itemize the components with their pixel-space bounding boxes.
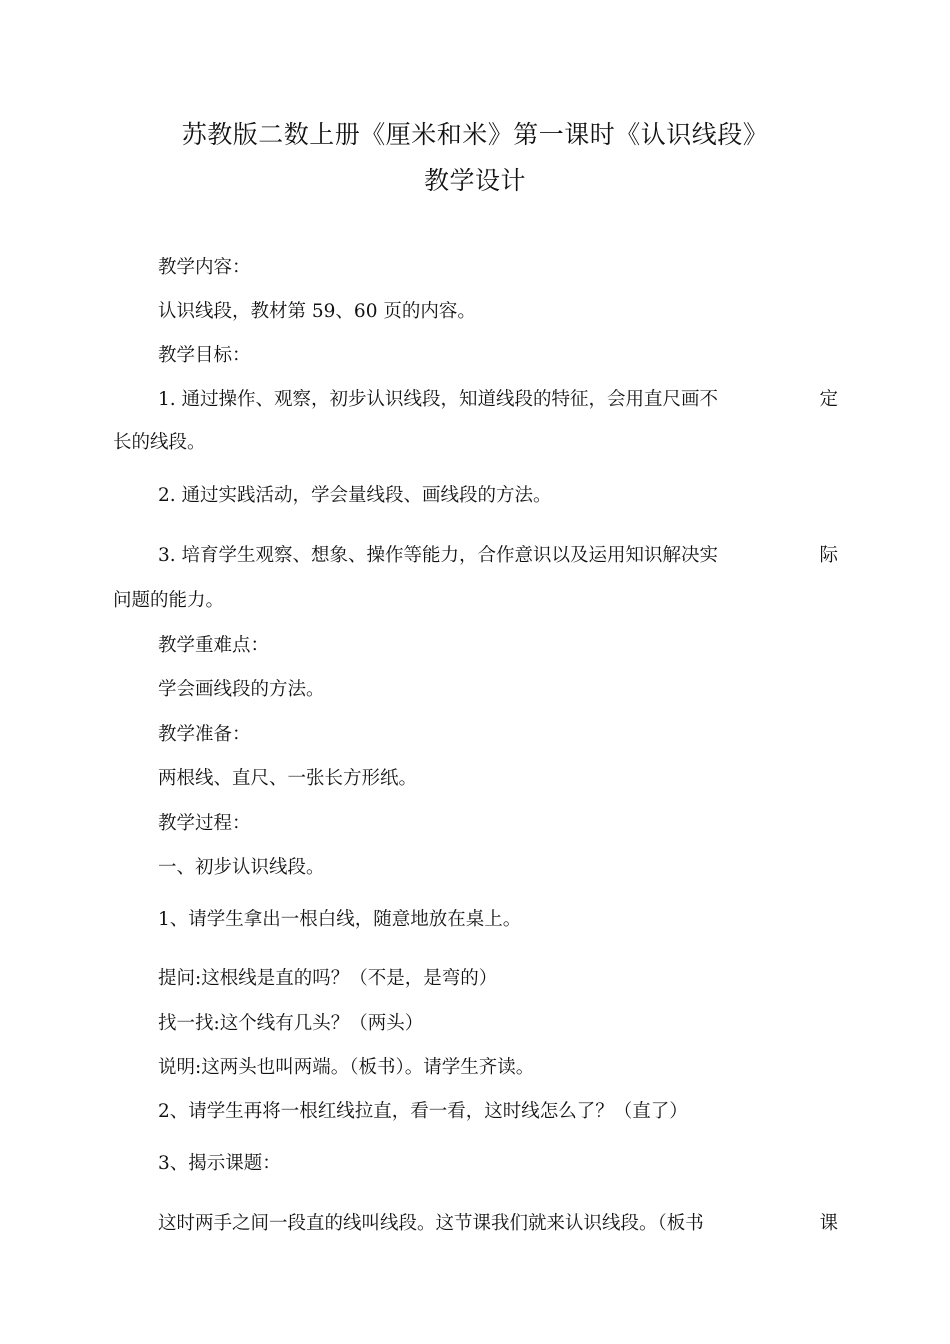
paragraph-content: 认识线段，教材第 59、60 页的内容。 <box>158 301 476 322</box>
document-title-line-2: 教学设计 <box>423 166 526 195</box>
process-conclusion-line-1 <box>158 1215 838 1234</box>
objective-3-wrap-char: 际 <box>819 545 838 566</box>
process-conclusion-wrap-char: 课 <box>819 1213 838 1234</box>
process-find: 找一找:这个线有几头？（两头） <box>158 1013 424 1034</box>
process-explain: 说明:这两头也叫两端。（板书）。请学生齐读。 <box>158 1057 535 1078</box>
process-question: 提问:这根线是直的吗？（不是，是弯的） <box>158 968 498 989</box>
objective-3-text: 3. 培育学生观察、想象、操作等能力，合作意识以及运用知识解决实 <box>158 545 719 566</box>
objective-3-line-2: 问题的能力。 <box>113 590 225 611</box>
objective-3-line-1 <box>158 547 838 566</box>
objective-1-line-2: 长的线段。 <box>113 432 206 453</box>
section-heading-objectives: 教学目标： <box>158 345 251 366</box>
section-heading-process: 教学过程： <box>158 813 251 834</box>
section-heading-preparation: 教学准备： <box>158 724 251 745</box>
process-item-3: 3、揭示课题： <box>158 1153 281 1174</box>
paragraph-preparation: 两根线、直尺、一张长方形纸。 <box>158 768 418 789</box>
objective-1-wrap-char: 定 <box>819 389 838 410</box>
process-conclusion-text: 这时两手之间一段直的线叫线段。这节课我们就来认识线段。（板书 <box>158 1213 704 1234</box>
objective-1-line-1 <box>158 391 838 410</box>
section-heading-key-points: 教学重难点： <box>158 635 270 656</box>
section-heading-content: 教学内容： <box>158 257 251 278</box>
process-item-1: 1、请学生拿出一根白线，随意地放在桌上。 <box>158 909 522 930</box>
process-item-2: 2、请学生再将一根红线拉直，看一看，这时线怎么了？（直了） <box>158 1101 688 1122</box>
objective-1-text: 1. 通过操作、观察，初步认识线段，知道线段的特征，会用直尺画不 <box>158 389 719 410</box>
paragraph-key-points: 学会画线段的方法。 <box>158 679 325 700</box>
document-title-line-1: 苏教版二数上册《厘米和米》第一课时《认识线段》 <box>181 120 769 149</box>
process-step-1-heading: 一、初步认识线段。 <box>158 857 325 878</box>
objective-2: 2. 通过实践活动，学会量线段、画线段的方法。 <box>158 485 552 506</box>
